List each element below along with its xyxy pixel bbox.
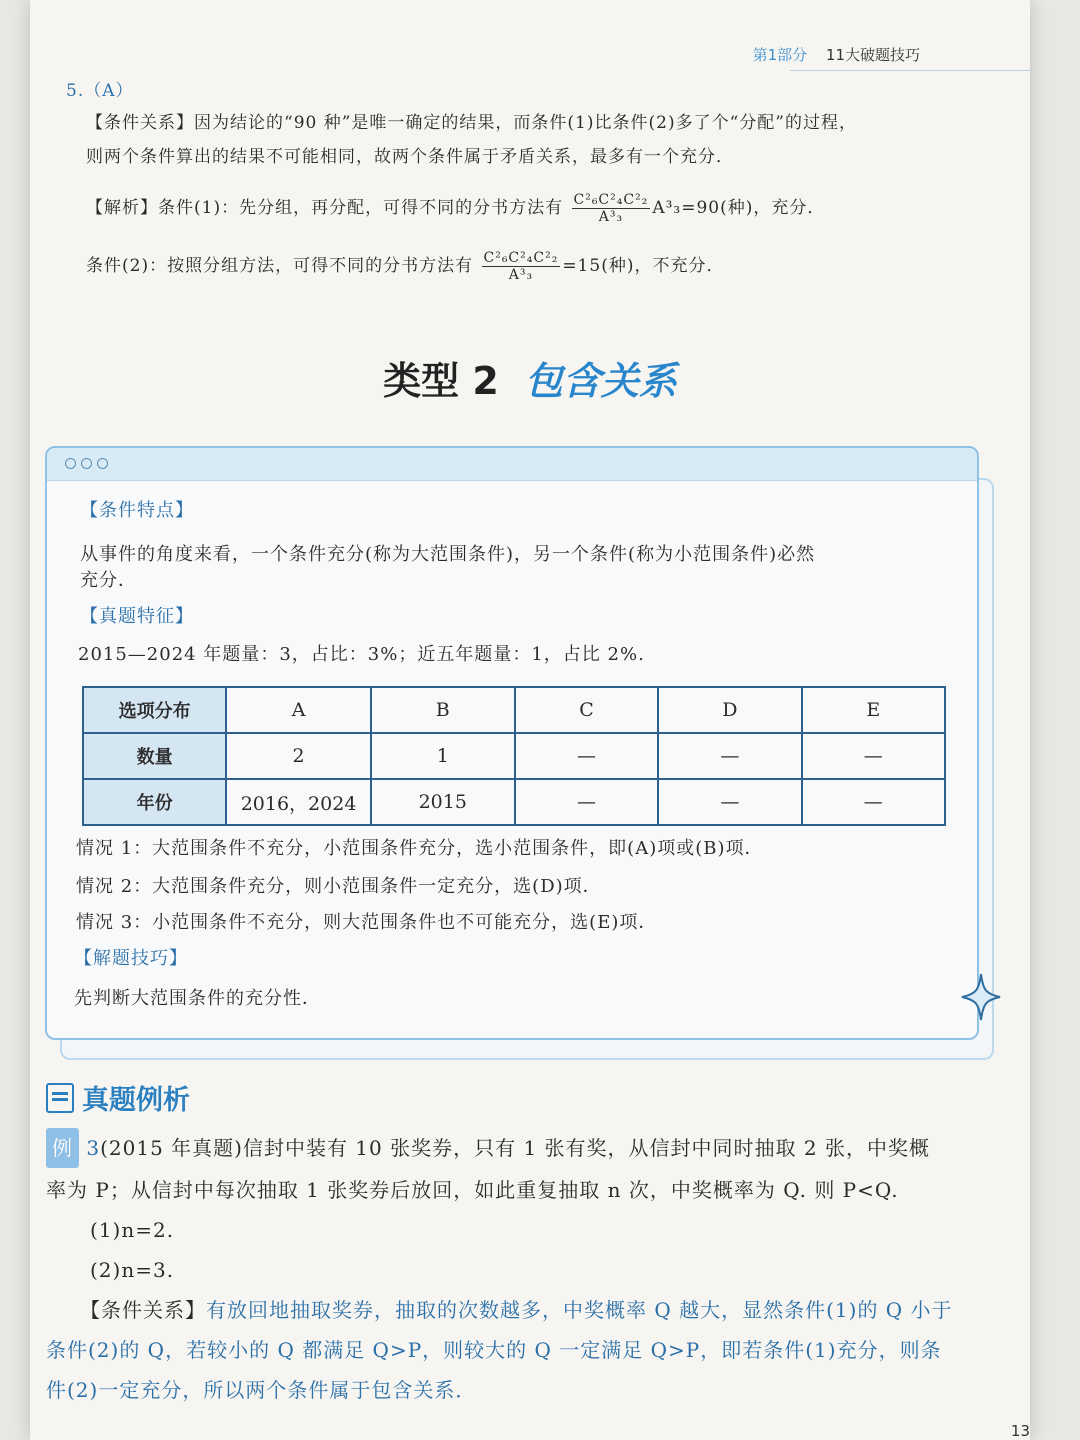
table-cell: C	[515, 687, 658, 733]
table-cell: D	[658, 687, 801, 733]
example-relation-line1: 有放回地抽取奖券，抽取的次数越多，中奖概率 Q 越大，显然条件(1)的 Q 小于	[206, 1298, 953, 1322]
q5-analysis-text2: 条件(2)：按照分组方法，可得不同的分书方法有	[86, 256, 474, 276]
section-title	[30, 350, 1030, 405]
table-cell: —	[515, 779, 658, 825]
q5-analysis-tag: 【解析】	[86, 198, 158, 218]
card-case1: 情况 1：大范围条件不充分，小范围条件充分，选小范围条件，即(A)项或(B)项．	[76, 838, 764, 859]
table-cell: —	[802, 733, 945, 779]
example-opt1: (1)n=2.	[90, 1218, 175, 1242]
example-relation-1	[80, 1290, 953, 1330]
q5-relation-1	[86, 108, 857, 138]
card-tip-text: 先判断大范围条件的充分性．	[74, 988, 321, 1009]
fraction-2-den: A³₃	[508, 267, 534, 283]
example-relation-line2: 条件(2)的 Q，若较小的 Q 都满足 Q>P，则较大的 Q 一定满足 Q>P，即若条件(1)充分，则条	[46, 1338, 942, 1362]
example-badge: 例	[46, 1128, 79, 1168]
examples-title	[46, 1078, 190, 1117]
table-cell: B	[371, 687, 515, 733]
table-row	[83, 779, 945, 825]
example-opt2: (2)n=3.	[90, 1258, 175, 1282]
card-tip-tag: 【解题技巧】	[74, 948, 188, 969]
q5-relation-line1: 因为结论的“90 种”是唯一确定的结果，而条件(1)比条件(2)多了个“分配”的过程，	[194, 113, 857, 133]
examples-title-text: 真题例析	[82, 1085, 190, 1116]
card-exam-tag: 【真题特征】	[80, 606, 194, 627]
table-cell: 选项分布	[83, 687, 226, 733]
card-exam-text: 2015—2024 年题量：3，占比：3%；近五年题量：1，占比 2%.	[78, 644, 645, 665]
fraction-1	[572, 192, 651, 225]
fraction-2-num: C²₆C²₄C²₂	[483, 250, 559, 266]
table-cell: —	[515, 733, 658, 779]
table-cell: —	[658, 779, 801, 825]
book-page	[30, 0, 1030, 1440]
running-header	[753, 44, 920, 65]
table-cell: 数量	[83, 733, 226, 779]
table-cell: —	[658, 733, 801, 779]
table-cell: A	[226, 687, 370, 733]
q5-analysis-2	[86, 250, 724, 283]
q5-analysis-1	[86, 192, 825, 225]
table-cell: 2016，2024	[226, 779, 370, 825]
header-title: 11大破题技巧	[825, 46, 920, 64]
window-dot-icon	[81, 458, 92, 469]
fraction-2	[482, 250, 561, 283]
header-rule	[790, 70, 1030, 71]
window-dot-icon	[97, 458, 108, 469]
example-text2: 率为 P；从信封中每次抽取 1 张奖券后放回，如此重复抽取 n 次，中奖概率为 Q. 则 P<Q.	[46, 1178, 899, 1202]
example-number: 3	[86, 1136, 101, 1160]
card-title-bar	[47, 448, 977, 481]
card-case2: 情况 2：大范围条件充分，则小范围条件一定充分，选(D)项．	[76, 876, 602, 897]
table-cell: E	[802, 687, 945, 733]
example-relation-line3: 件(2)一定充分，所以两个条件属于包含关系．	[46, 1378, 477, 1402]
card-feature-line2: 充分．	[80, 570, 137, 591]
table-cell: —	[802, 779, 945, 825]
header-part: 第1部分	[752, 46, 808, 64]
example-line1	[46, 1128, 930, 1168]
example-relation-tag: 【条件关系】	[80, 1298, 206, 1322]
card-case3: 情况 3：小范围条件不充分，则大范围条件也不可能充分，选(E)项．	[76, 912, 658, 933]
examples-book-icon	[46, 1083, 74, 1113]
distribution-table	[82, 686, 946, 826]
table-row	[83, 687, 945, 733]
page-number: 13	[1010, 1422, 1030, 1440]
table-cell: 1	[371, 733, 515, 779]
table-cell: 2015	[371, 779, 515, 825]
example-text1: (2015 年真题)信封中装有 10 张奖券，只有 1 张有奖，从信封中同时抽取 2 张，中奖概	[100, 1136, 930, 1160]
q5-relation-tag: 【条件关系】	[86, 113, 194, 133]
fraction-1-num: C²₆C²₄C²₂	[573, 192, 649, 208]
card-feature-line1: 从事件的角度来看，一个条件充分(称为大范围条件)，另一个条件(称为小范围条件)必然	[80, 544, 816, 565]
table-cell: 年份	[83, 779, 226, 825]
q5-analysis-text1-tail: A³₃=90(种)，充分．	[652, 198, 826, 218]
table-row	[83, 733, 945, 779]
fraction-1-den: A³₃	[598, 209, 624, 225]
q5-analysis-text2-tail: =15(种)，不充分．	[562, 256, 725, 276]
card-feature-tag: 【条件特点】	[80, 500, 194, 521]
table-cell: 2	[226, 733, 370, 779]
q5-analysis-text1: 条件(1)：先分组，再分配，可得不同的分书方法有	[158, 198, 564, 218]
section-type-name: 包含关系	[524, 359, 677, 403]
section-type-label: 类型 2	[383, 359, 499, 403]
sparkle-icon	[960, 972, 1002, 1022]
window-dot-icon	[65, 458, 76, 469]
q5-number: 5.（A）	[66, 81, 134, 101]
q5-relation-line2: 则两个条件算出的结果不可能相同，故两个条件属于矛盾关系，最多有一个充分．	[86, 147, 734, 167]
